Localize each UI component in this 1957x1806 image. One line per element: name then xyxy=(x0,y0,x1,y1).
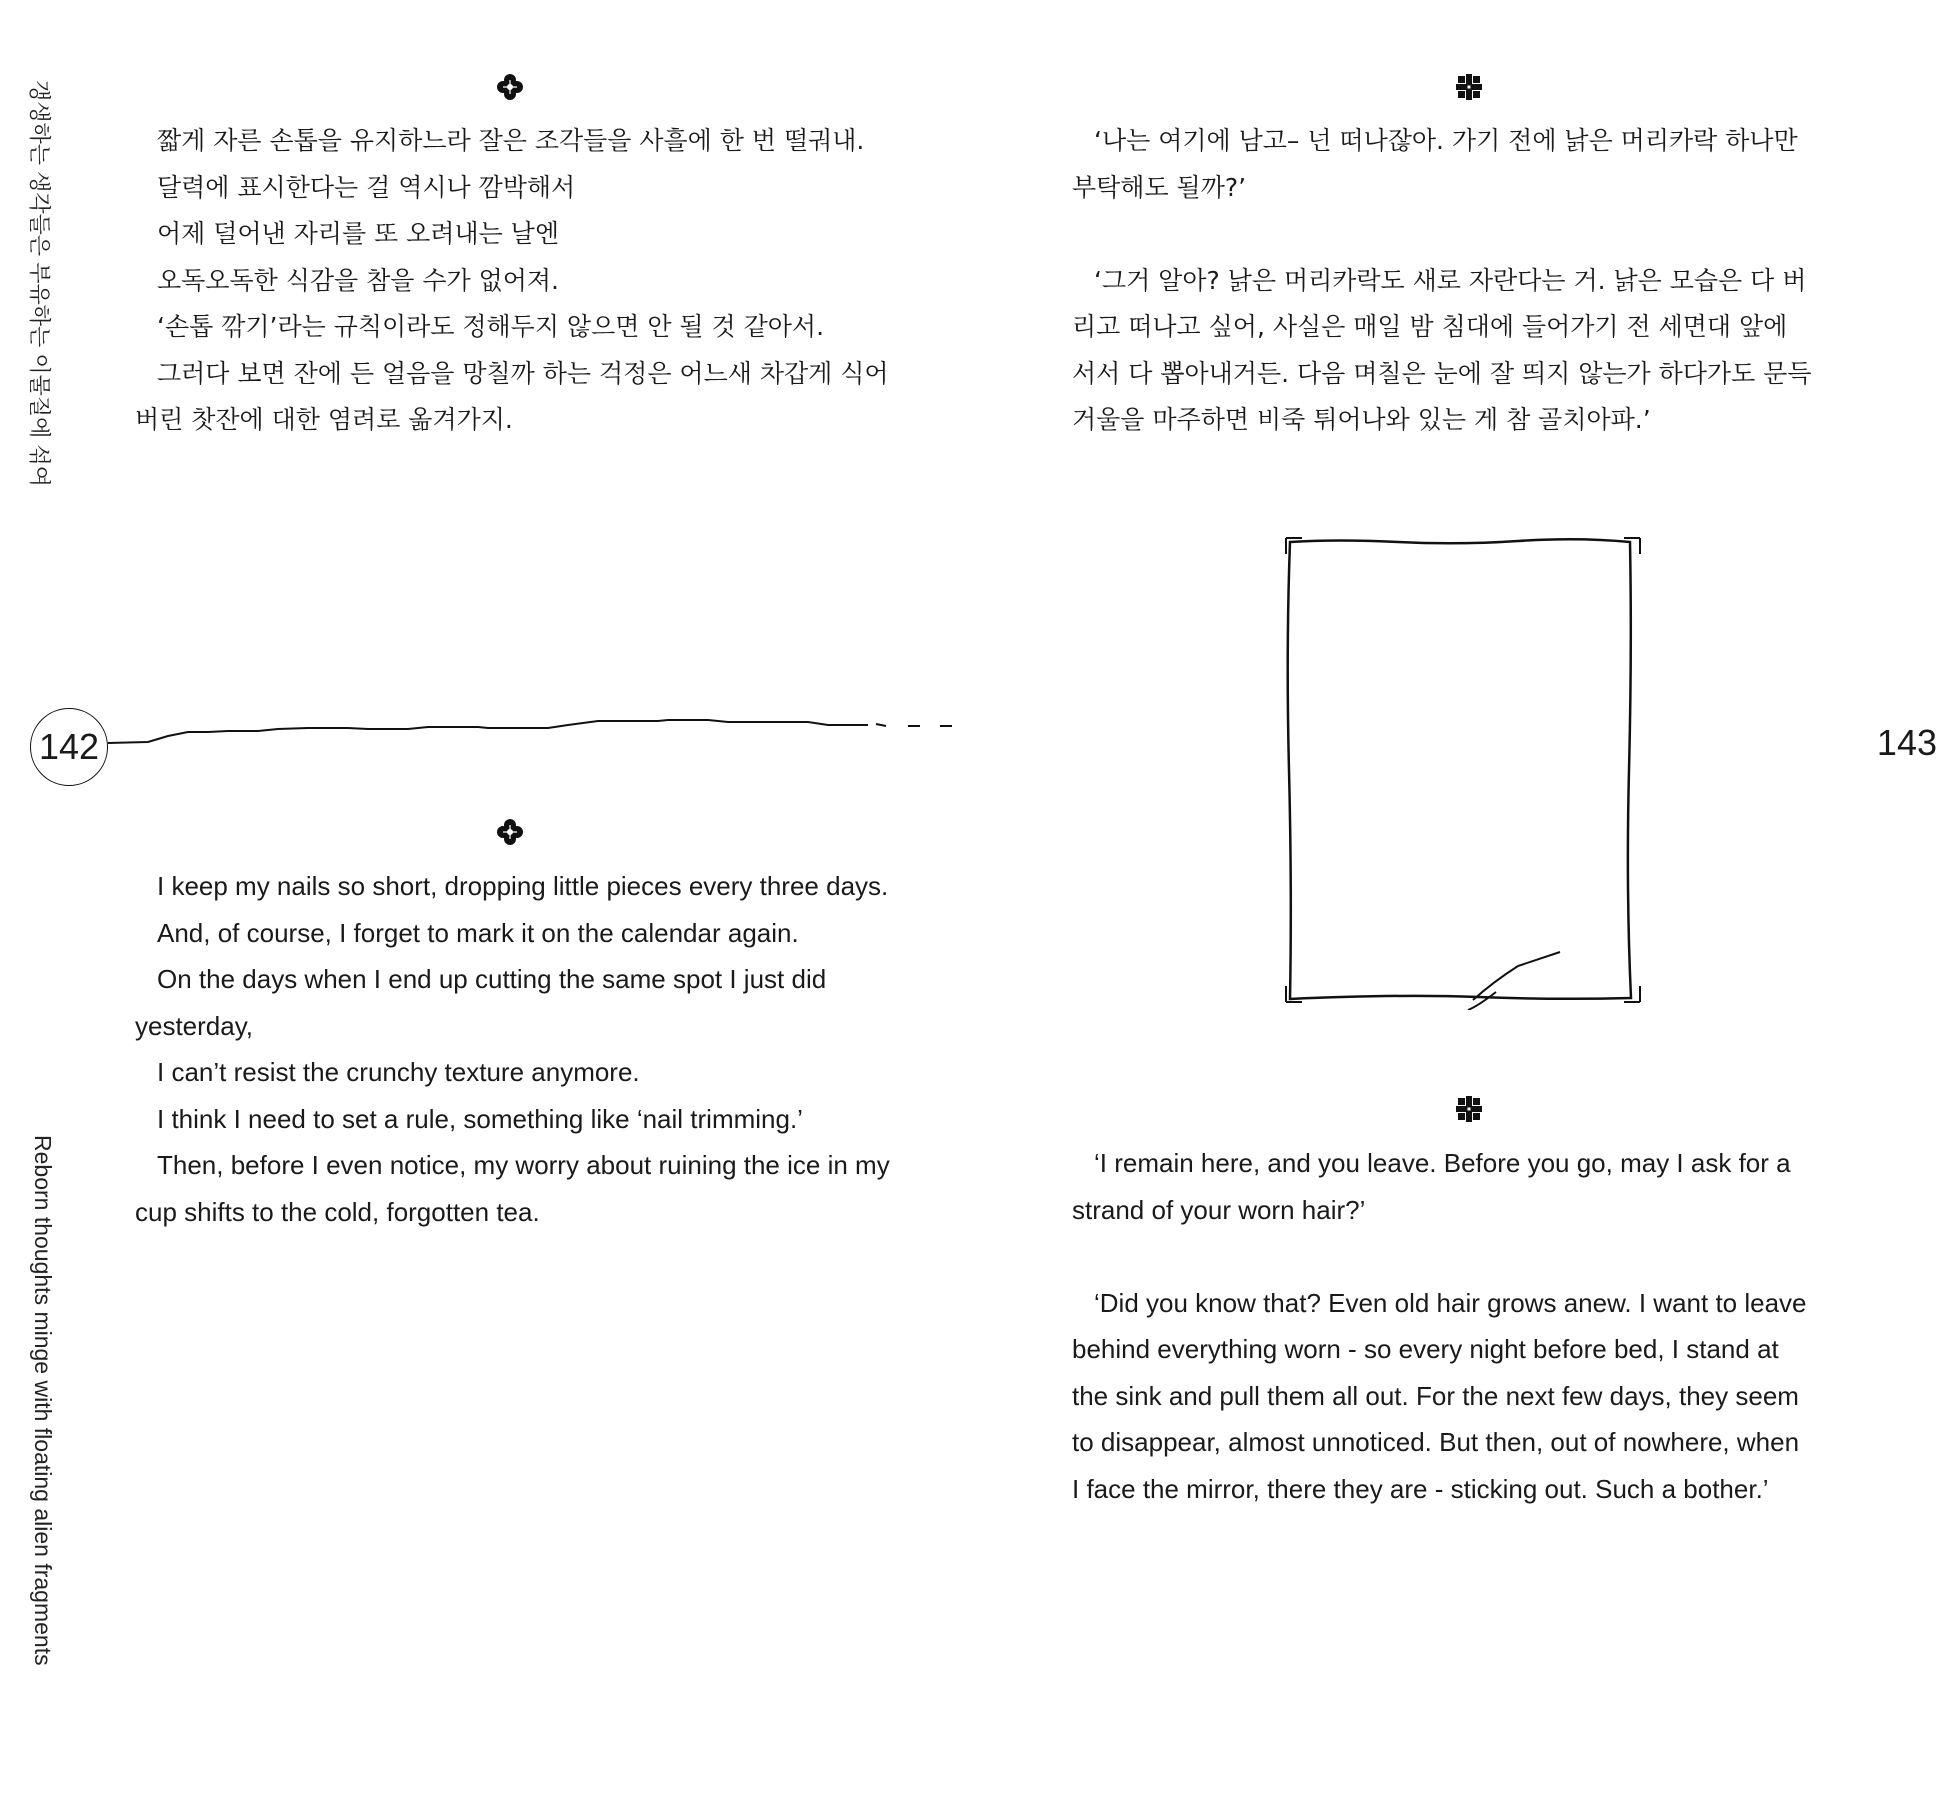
korean-line: 달력에 표시한다는 걸 역시나 깜박해서 xyxy=(157,172,576,202)
hand-drawn-frame-icon xyxy=(1278,530,1648,1010)
english-line: On the days when I end up cutting the same spot I just did yesterday, xyxy=(135,964,827,1041)
flower-ornament-icon xyxy=(495,817,525,847)
korean-line: 오독오독한 식감을 참을 수가 없어져. xyxy=(157,265,559,295)
korean-line: ‘손톱 깎기’라는 규칙이라도 정해두지 않으면 안 될 것 같아서. xyxy=(157,312,825,341)
flower-ornament-icon xyxy=(495,72,525,102)
english-line: I can’t resist the crunchy texture anymore. xyxy=(157,1057,640,1087)
korean-line: 어제 덜어낸 자리를 또 오려내는 날엔 xyxy=(157,219,559,248)
right-page xyxy=(978,0,1957,1806)
korean-line: 짧게 자른 손톱을 유지하느라 잘은 조각들을 사흘에 한 번 떨궈내. xyxy=(157,126,865,155)
korean-line: 그러다 보면 잔에 든 얼음을 망칠까 하는 걱정은 어느새 차갑게 식어버린 찻잔에 대한 염려로 옮겨가지. xyxy=(135,358,889,434)
english-line: Then, before I even notice, my worry about ruining the ice in my cup shifts to the cold, forgotten tea. xyxy=(135,1150,890,1227)
english-poem-left xyxy=(135,863,895,1235)
korean-dialogue-right xyxy=(1072,118,1812,444)
snowflake-ornament-icon xyxy=(1454,1094,1484,1124)
wavy-timeline-line xyxy=(108,705,958,745)
snowflake-ornament-icon xyxy=(1454,72,1484,102)
english-line: I keep my nails so short, dropping little pieces every three days. xyxy=(157,871,889,901)
english-paragraph: ‘Did you know that? Even old hair grows anew. I want to leave behind everything worn - so every night before bed, I stand at the sink and pull them all out. For the next few days, they seem to disappear, almost unnoticed. But then, out of nowhere, when I face the mirror, there they are - sticking out. Such a bother.’ xyxy=(1072,1287,1807,1504)
korean-poem-left xyxy=(135,118,895,444)
english-line: I think I need to set a rule, something like ‘nail trimming.’ xyxy=(157,1103,803,1134)
side-title-english: Reborn thoughts minge with floating alien fragments xyxy=(30,1135,56,1666)
page-number-left: 142 xyxy=(30,708,108,786)
english-paragraph: ‘I remain here, and you leave. Before you go, may I ask for a strand of your worn hair?’ xyxy=(1072,1148,1791,1225)
korean-paragraph: ‘나는 여기에 남고– 넌 떠나잖아. 가기 전에 낡은 머리카락 하나만 부탁해도 될까?’ xyxy=(1072,126,1798,202)
left-page xyxy=(0,0,978,1806)
english-line: And, of course, I forget to mark it on the calendar again. xyxy=(157,917,799,948)
korean-paragraph: ‘그거 알아? 낡은 머리카락도 새로 자란다는 거. 낡은 모습은 다 버리고 떠나고 싶어, 사실은 매일 밤 침대에 들어가기 전 세면대 앞에 서서 다 뽑아내거든. 다음 며칠은 눈에 잘 띄지 않는가 하다가도 문득 거울을 마주하면 비죽 튀어나와 있는 게 참 골치아파.’ xyxy=(1072,265,1812,434)
english-dialogue-right xyxy=(1072,1140,1812,1512)
side-title-korean: 갱생하는 생각들은 부유하는 이물질에 섞여 xyxy=(27,80,52,487)
page-number-right: 143 xyxy=(1876,722,1937,763)
